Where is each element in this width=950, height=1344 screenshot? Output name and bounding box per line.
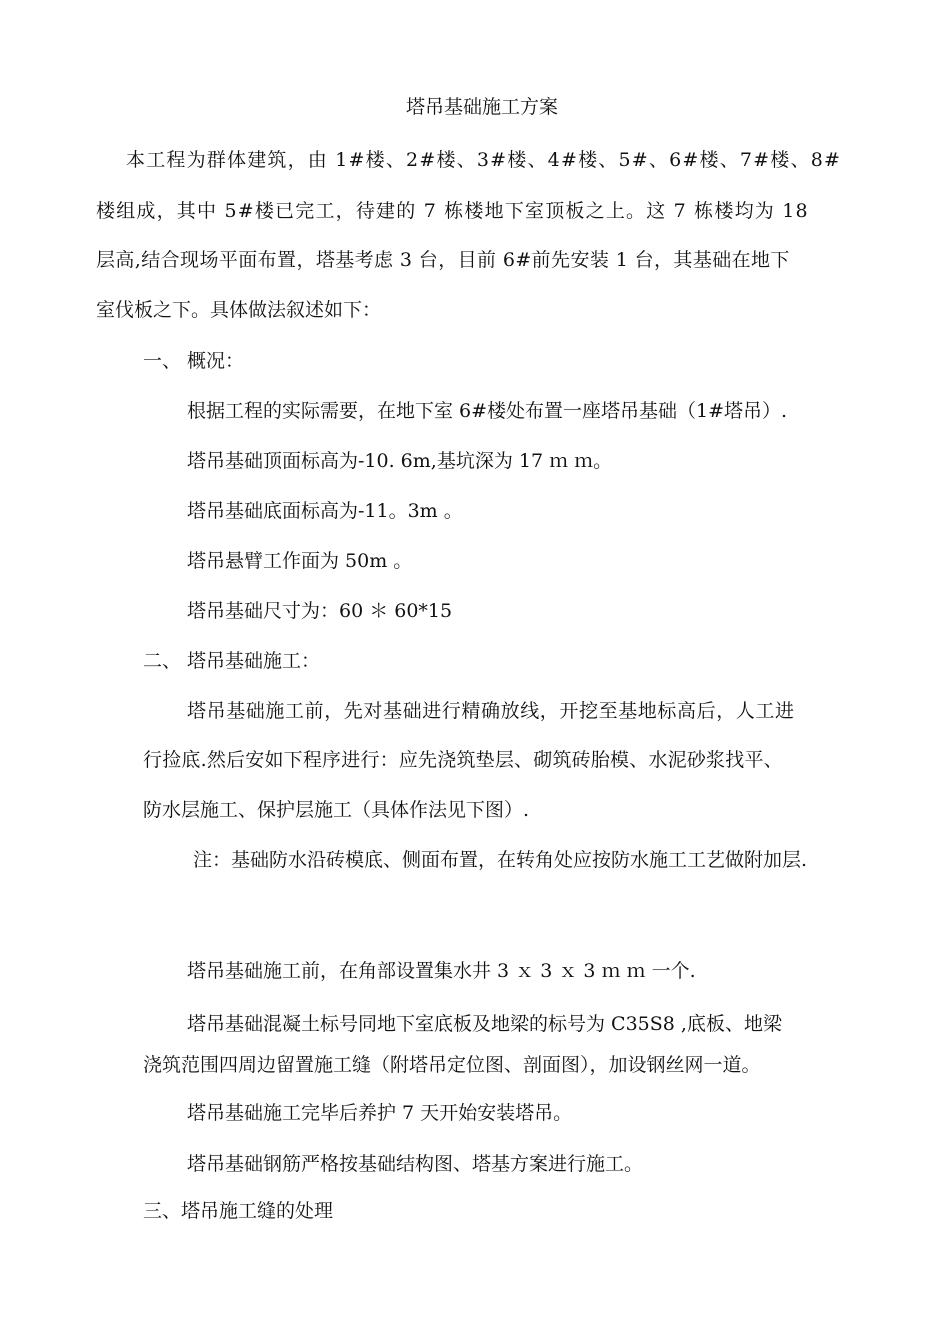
section-heading-overview: 一、 概况： — [143, 350, 245, 372]
overview-item: 塔吊基础尺寸为：60 ＊ 60*15 — [187, 600, 453, 622]
overview-item: 塔吊基础顶面标高为-10. 6m,基坑深为 17 ｍ ｍ。 — [187, 450, 613, 472]
section-heading-joint-treatment: 三、塔吊施工缝的处理 — [143, 1200, 334, 1222]
section-heading-construction: 二、 塔吊基础施工： — [143, 650, 321, 672]
curing-paragraph: 塔吊基础施工完毕后养护 7 天开始安装塔吊。 — [187, 1102, 573, 1124]
construction-paragraph-line: 塔吊基础施工前，先对基础进行精确放线，开挖至基地标高后，人工进 — [187, 700, 795, 722]
rebar-paragraph: 塔吊基础钢筋严格按基础结构图、塔基方案进行施工。 — [187, 1153, 644, 1175]
sump-pit-paragraph: 塔吊基础施工前，在角部设置集水井 3 ｘ 3 ｘ 3 ｍ ｍ 一个. — [187, 960, 696, 982]
intro-paragraph-line: 室伐板之下。具体做法叙述如下： — [96, 299, 382, 321]
intro-paragraph-line: 楼组成，其中 5#楼已完工，待建的 7 栋楼地下室顶板之上。这 7 栋楼均为 18 — [96, 200, 809, 222]
document-title: 塔吊基础施工方案 — [406, 96, 559, 118]
overview-item: 塔吊基础底面标高为-11。3m 。 — [187, 500, 463, 522]
construction-paragraph-line: 防水层施工、保护层施工（具体作法见下图）. — [143, 799, 530, 821]
overview-item: 塔吊悬臂工作面为 50m 。 — [187, 550, 413, 572]
waterproofing-note: 注：基础防水沿砖模底、侧面布置，在转角处应按防水施工工艺做附加层. — [193, 849, 808, 871]
overview-item: 根据工程的实际需要，在地下室 6#楼处布置一座塔吊基础（1#塔吊）. — [187, 400, 788, 422]
construction-paragraph-line: 行捡底.然后安如下程序进行：应先浇筑垫层、砌筑砖胎模、水泥砂浆找平、 — [143, 749, 783, 771]
concrete-paragraph-line: 浇筑范围四周边留置施工缝（附塔吊定位图、剖面图），加设钢丝网一道。 — [143, 1054, 761, 1076]
concrete-paragraph-line: 塔吊基础混凝土标号同地下室底板及地梁的标号为 C35S8 ,底板、地梁 — [187, 1013, 782, 1035]
intro-paragraph-line: 本工程为群体建筑，由 1#楼、2#楼、3#楼、4#楼、5#、6#楼、7#楼、8# — [126, 149, 842, 171]
intro-paragraph-line: 层高,结合现场平面布置，塔基考虑 3 台，目前 6#前先安装 1 台，其基础在地下 — [96, 249, 790, 271]
